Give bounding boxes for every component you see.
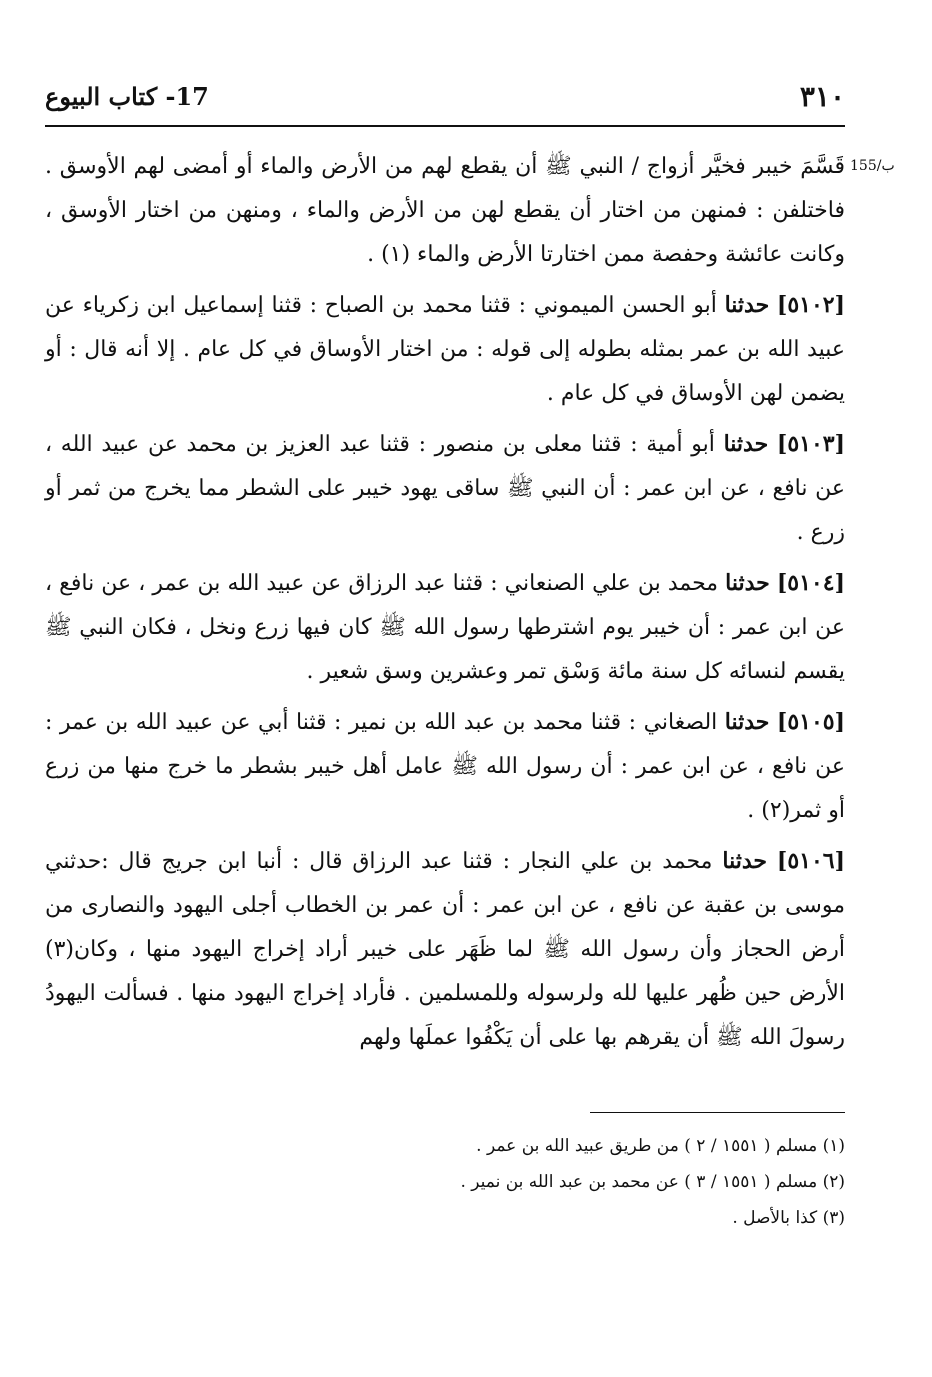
hadith-number: [٥١٠٦] bbox=[776, 848, 846, 874]
page-number: ٣١٠ bbox=[799, 80, 845, 113]
footnotes bbox=[45, 1128, 845, 1236]
page-header bbox=[45, 80, 845, 120]
hadith-number: [٥١٠٤] bbox=[776, 570, 845, 596]
hadith-number: [٥١٠٣] bbox=[776, 431, 845, 457]
narration-keyword: حدثنا bbox=[725, 570, 770, 596]
footnote: (٣) كذا بالأصل . bbox=[732, 1208, 845, 1228]
narration-keyword: حدثنا bbox=[724, 709, 770, 735]
hadith-paragraph bbox=[45, 283, 845, 416]
paragraph-text: أبو الحسن الميموني : قثنا محمد بن الصباح : قثنا إسماعيل ابن زكرياء عن عبيد الله بن عمر بمثله بطوله إلى قوله : من اختار الأوساق في كل عام . إلا أنه قال : أو يضمن لهن الأوساق في كل عام . bbox=[45, 293, 845, 406]
paragraph-text: محمد بن علي النجار : قثنا عبد الرزاق قال : أنبا ابن جريج قال :حدثني موسى بن عقبة عن نافع ، عن ابن عمر : أن عمر بن الخطاب أجلى اليهود والنصارى من أرض الحجاز وأن رسول الله ﷺ لما ظَهَر على خيبر أراد إخراج اليهود منها ، وكان(٣) الأرض حين ظُهر عليها لله ولرسوله وللمسلمين . فأراد إخراج اليهود منها . فسألت اليهودُ رسولَ الله ﷺ أن يقرهم بها على أن يَكْفُوا عملَها ولهم bbox=[45, 849, 845, 1050]
main-text bbox=[45, 145, 845, 1066]
hadith-paragraph bbox=[45, 561, 845, 694]
narration-keyword: حدثنا bbox=[723, 431, 769, 457]
paragraph-text: محمد بن علي الصنعاني : قثنا عبد الرزاق عن عبيد الله بن عمر ، عن نافع ، عن ابن عمر : أن خيبر يوم اشترطها رسول الله ﷺ كان فيها زرع ونخل ، فكان النبي ﷺ يقسم لنسائه كل سنة مائة وَسْق تمر وعشرين وسق شعير . bbox=[45, 571, 845, 684]
footnote-rule bbox=[590, 1112, 845, 1113]
paragraph-text: أبو أمية : قثنا معلى بن منصور : قثنا عبد العزيز بن محمد عن عبيد الله ، عن نافع ، عن ابن عمر : أن النبي ﷺ ساقى يهود خيبر على الشطر مما يخرج من ثمر أو زرع . bbox=[45, 432, 845, 545]
hadith-paragraph bbox=[45, 422, 845, 555]
paragraph-text: الصغاني : قثنا محمد بن عبد الله بن نمير : قثنا أبي عن عبيد الله بن عمر : عن نافع ، عن ابن عمر : أن رسول الله ﷺ عامل أهل خيبر بشطر ما خرج منها من زرع أو ثمر(٢) . bbox=[45, 710, 845, 823]
hadith-paragraph bbox=[45, 700, 845, 833]
margin-folio-note: 155/ب bbox=[850, 158, 895, 174]
paragraph bbox=[45, 145, 845, 277]
narration-keyword: حدثنا bbox=[724, 292, 770, 318]
footnote: (٢) مسلم ( ١٥٥١ / ٣ ) عن محمد بن عبد الله بن نمير . bbox=[460, 1172, 845, 1192]
running-title: 17- كتاب البيوع bbox=[45, 82, 209, 111]
hadith-number: [٥١٠٥] bbox=[776, 709, 845, 735]
header-rule bbox=[45, 125, 845, 127]
narration-keyword: حدثنا bbox=[722, 848, 767, 874]
hadith-number: [٥١٠٢] bbox=[776, 292, 845, 318]
paragraph-text: قَسَّمَ خيبر فخيَّر أزواج / النبي ﷺ أن يقطع لهم من الأرض والماء أو أمضى لهم الأوسق . فاختلفن : فمنهن من اختار أن يقطع لهن من الأرض والماء ، ومنهن من اختار الأوسق ، وكانت عائشة وحفصة ممن اختارتا الأرض والماء (١) . bbox=[45, 154, 845, 267]
footnote: (١) مسلم ( ١٥٥١ / ٢ ) من طريق عبيد الله بن عمر . bbox=[476, 1136, 845, 1156]
hadith-paragraph bbox=[45, 839, 845, 1060]
